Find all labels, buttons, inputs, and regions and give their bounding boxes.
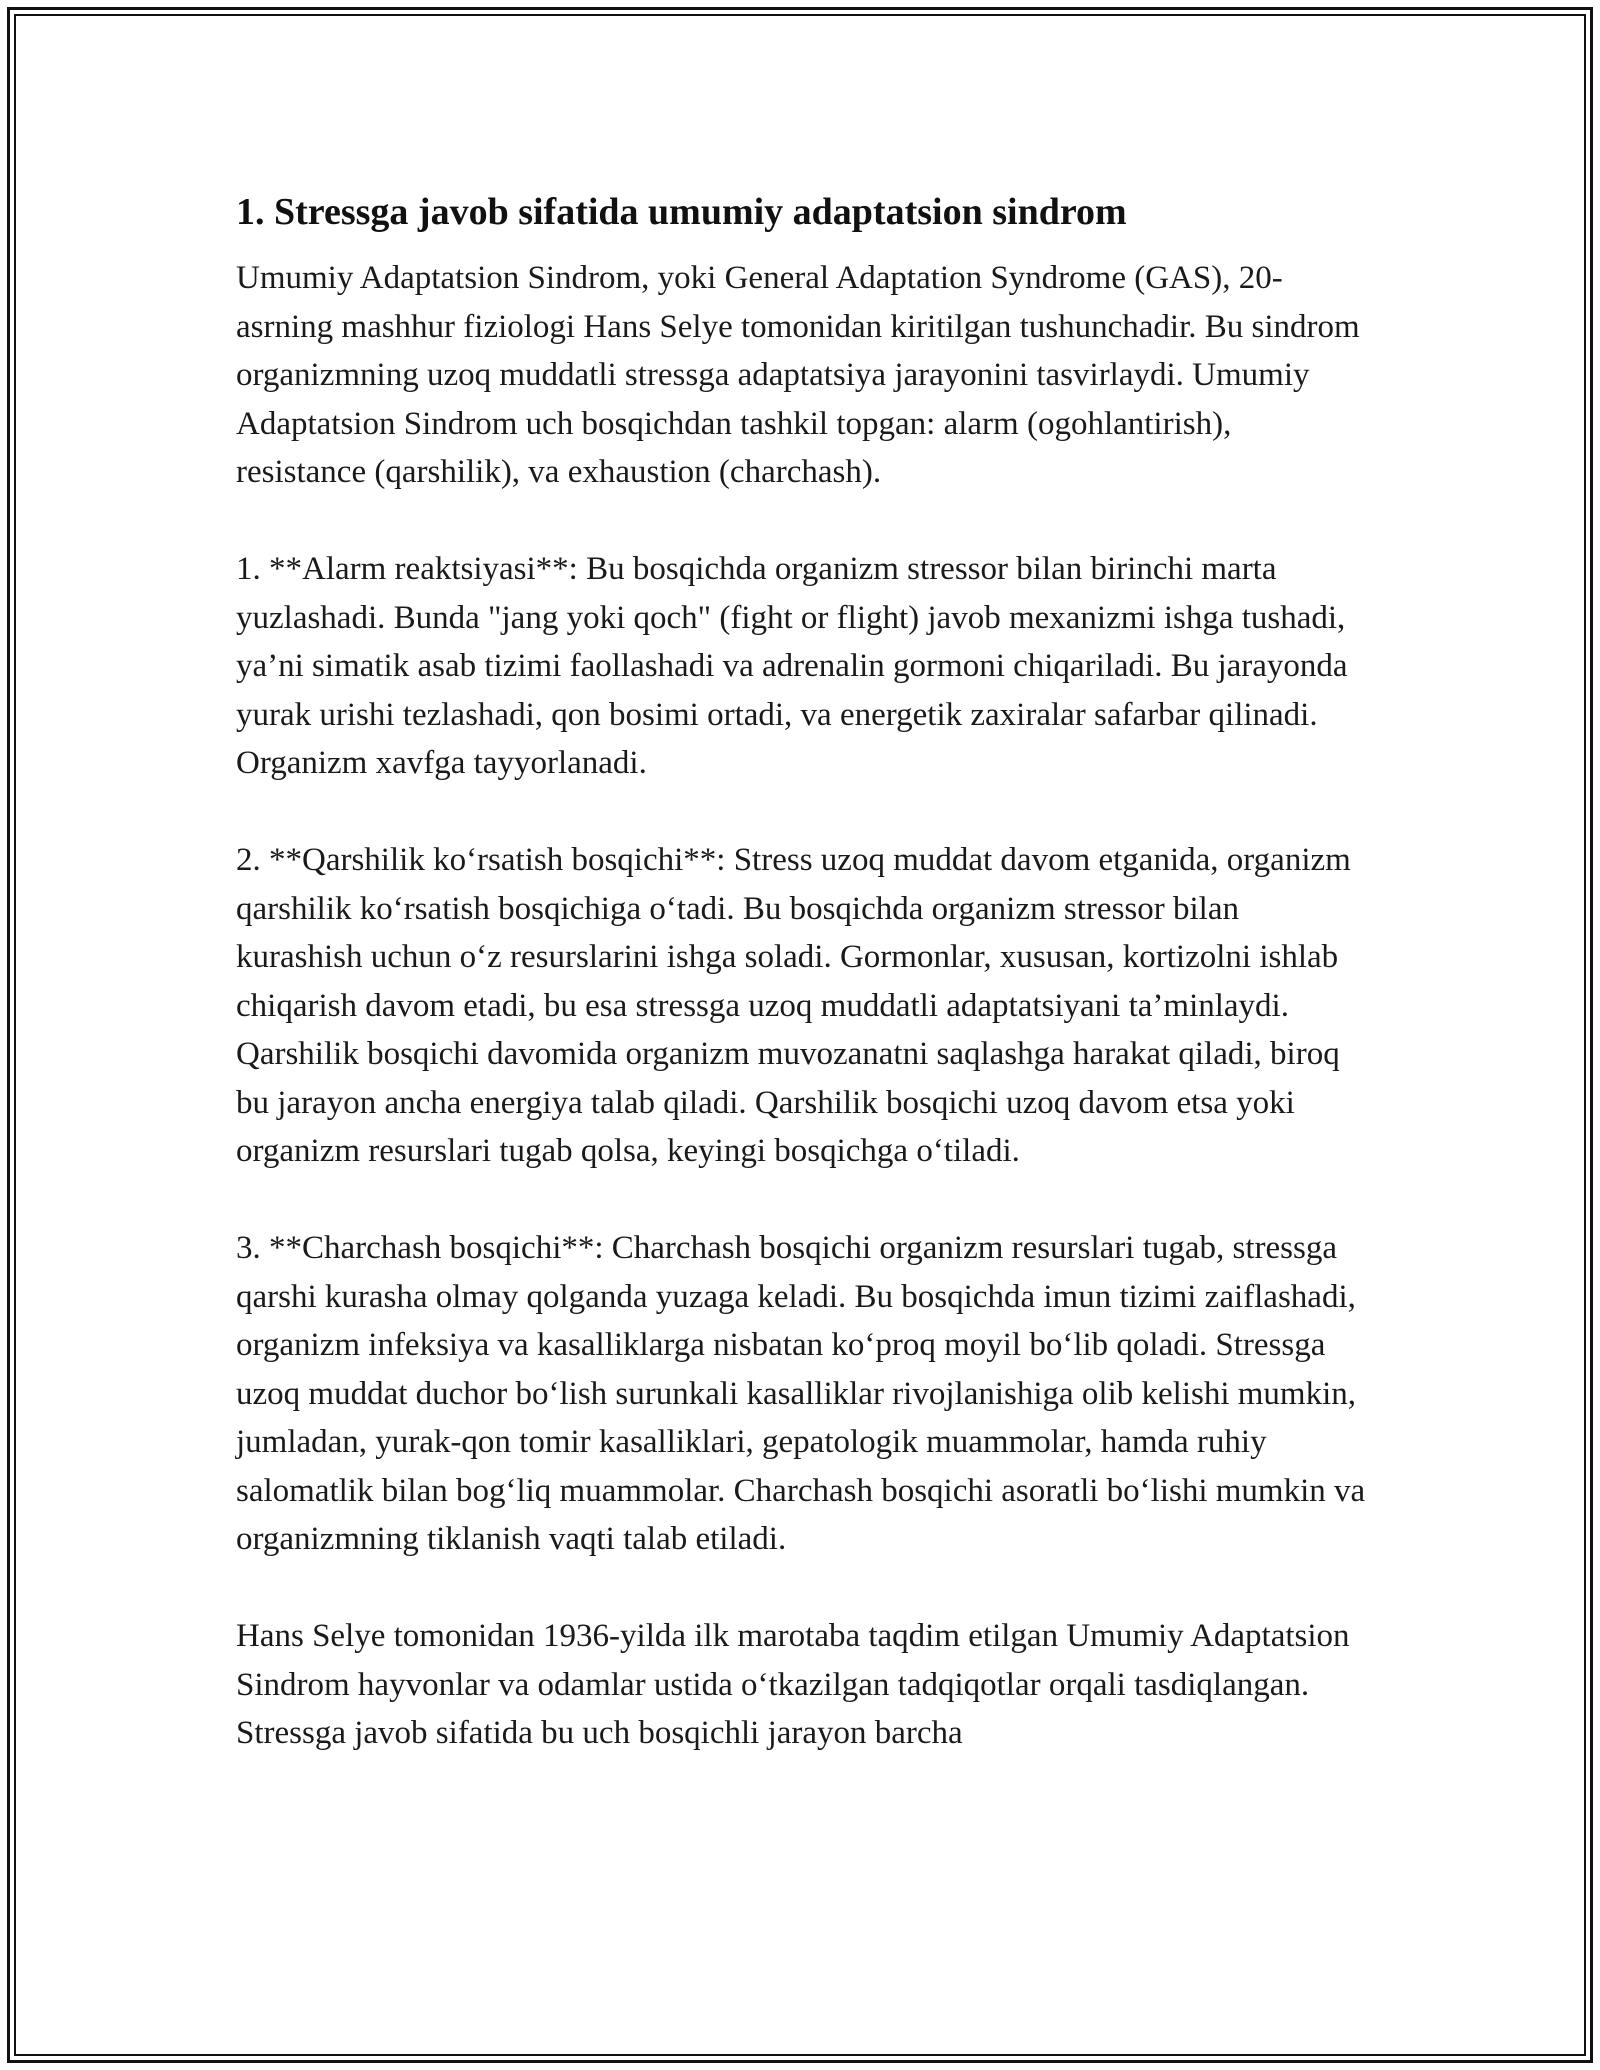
- document-body: [236, 186, 1366, 1806]
- paragraph-resistance-stage: 2. **Qarshilik ko‘rsatish bosqichi**: Stress uzoq muddat davom etganida, organizm qarshilik ko‘rsatish bosqichiga o‘tadi. Bu bosqichda organizm stressor bilan kurashish uchun o‘z resurslarini ishga soladi. Gormonlar, xususan, kortizolni ishlab chiqarish davom etadi, bu esa stressga uzoq muddatli adaptatsiyani ta’minlaydi. Qarshilik bosqichi davomida organizm muvozanatni saqlashga harakat qiladi, biroq bu jarayon ancha energiya talab qiladi. Qarshilik bosqichi uzoq davom etsa yoki organizm resurslari tugab qolsa, keyingi bosqichga o‘tiladi.: [236, 842, 1351, 1169]
- paragraph-exhaustion-stage: 3. **Charchash bosqichi**: Charchash bosqichi organizm resurslari tugab, stressga qarshi kurasha olmay qolganda yuzaga keladi. Bu bosqichda imun tizimi zaiflashadi, organizm infeksiya va kasalliklarga nisbatan ko‘proq moyil bo‘lib qoladi. Stressga uzoq muddat duchor bo‘lish surunkali kasalliklar rivojlanishiga olib kelishi mumkin, jumladan, yurak-qon tomir kasalliklari, gepatologik muammolar, hamda ruhiy salomatlik bilan bog‘liq muammolar. Charchash bosqichi asoratli bo‘lishi mumkin va organizmning tiklanish vaqti talab etiladi.: [236, 1230, 1366, 1557]
- section-heading: 1. Stressga javob sifatida umumiy adaptatsion sindrom: [236, 191, 1127, 233]
- paragraph-alarm-stage: 1. **Alarm reaktsiyasi**: Bu bosqichda organizm stressor bilan birinchi marta yuzlashadi. Bunda "jang yoki qoch" (fight or flight) javob mexanizmi ishga tushadi, ya’ni simatik asab tizimi faollashadi va adrenalin gormoni chiqariladi. Bu jarayonda yurak urishi tezlashadi, qon bosimi ortadi, va energetik zaxiralar safarbar qilinadi. Organizm xavfga tayyorlanadi.: [236, 551, 1348, 781]
- paragraph-history: Hans Selye tomonidan 1936-yilda ilk marotaba taqdim etilgan Umumiy Adaptatsion Sindrom hayvonlar va odamlar ustida o‘tkazilgan tadqiqotlar orqali tasdiqlangan. Stressga javob sifatida bu uch bosqichli jarayon barcha: [236, 1618, 1350, 1751]
- paragraph-intro: Umumiy Adaptatsion Sindrom, yoki General Adaptation Syndrome (GAS), 20-asrning mashhur fiziologi Hans Selye tomonidan kiritilgan tushunchadir. Bu sindrom organizmning uzoq muddatli stressga adaptatsiya jarayonini tasvirlaydi. Umumiy Adaptatsion Sindrom uch bosqichdan tashkil topgan: alarm (ogohlantirish), resistance (qarshilik), va exhaustion (charchash).: [236, 260, 1360, 490]
